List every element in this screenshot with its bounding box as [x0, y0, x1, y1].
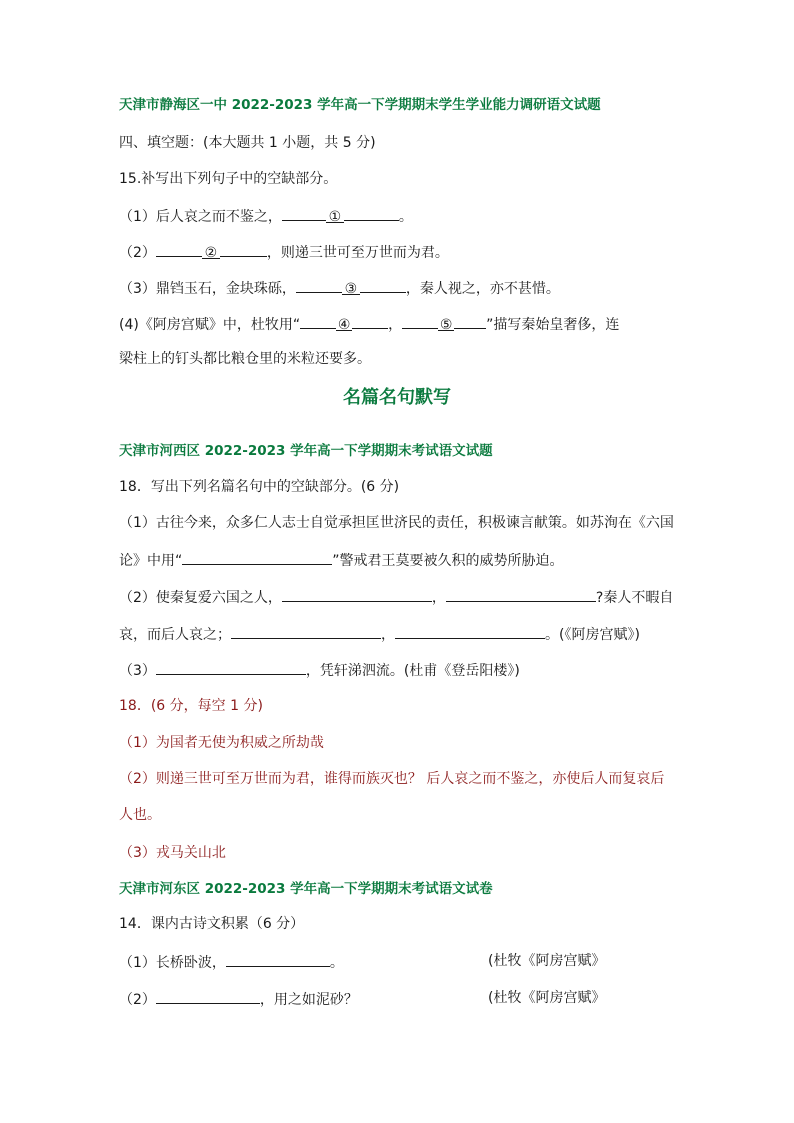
blank: [296, 277, 342, 293]
q18-item-2-cont: [119, 623, 640, 645]
answer-2-cont: 人也。: [119, 807, 161, 823]
blank: [156, 241, 202, 257]
q15-item-4-text: (4)《阿房宫赋》中，杜牧用“: [119, 317, 301, 333]
answer-1: （1）为国者无使为积威之所劫哉: [119, 735, 324, 751]
q15-item-3: [119, 277, 560, 299]
blank: [226, 951, 330, 967]
q18-item-1-cont: [119, 549, 564, 571]
blank-marker: ⑤: [439, 317, 453, 333]
blank: [446, 586, 596, 602]
question-18: 18．写出下列名篇名句中的空缺部分。(6 分): [119, 479, 400, 495]
q15-item-4: [119, 313, 619, 335]
q18-item-1-end: ”警戒君王莫要被久积的威势所胁迫。: [332, 553, 564, 569]
section-title: 名篇名句默写: [343, 387, 451, 408]
question-14: 14．课内古诗文积累（6 分）: [119, 916, 305, 932]
answer-2: （2）则递三世可至万世而为君，谁得而族灭也？ 后人哀之而不鉴之，亦使后人而复哀后: [119, 771, 665, 787]
q15-item-3-text: （3）鼎铛玉石，金块珠砾，: [119, 281, 296, 297]
q18-item-2-cont-text: 哀，而后人哀之；: [119, 627, 231, 643]
blank: [220, 241, 267, 257]
q15-item-1-end: 。: [398, 209, 413, 225]
q15-item-1: [119, 205, 413, 227]
blank: [282, 205, 326, 221]
q18-item-3-text: （3）: [119, 663, 156, 679]
blank: [231, 623, 381, 639]
q18-item-2-text: （2）使秦复爱六国之人，: [119, 590, 282, 606]
blank: [282, 586, 432, 602]
blank-marker: ④: [337, 317, 351, 333]
q15-item-4-end: ”描写秦始皇奢侈，连: [486, 317, 620, 333]
q18-item-3-end: ，凭轩涕泗流。(杜甫《登岳阳楼》): [305, 663, 520, 679]
q14-item-2: [119, 988, 358, 1010]
source-label: 天津市河东区 2022-2023 学年高一下学期期末考试语文试卷: [119, 881, 493, 897]
q18-item-1-text: 论》中用“: [119, 553, 183, 569]
q15-item-4-cont: 梁柱上的钉头都比粮仓里的米粒还要多。: [119, 351, 371, 367]
q14-item-1-source: (杜牧《阿房宫赋》: [488, 953, 606, 969]
q18-item-2: [119, 586, 673, 608]
q18-item-2-end: ?秦人不暇自: [595, 590, 674, 606]
blank: [300, 313, 336, 329]
blank-marker: ③: [342, 279, 360, 295]
q15-item-4-sep: ，: [388, 317, 403, 333]
q15-item-3-end: ，秦人视之，亦不甚惜。: [405, 281, 560, 297]
source-label: 天津市河西区 2022-2023 学年高一下学期期末考试语文试题: [119, 443, 493, 459]
blank-marker: ①: [326, 207, 344, 223]
blank: [454, 313, 486, 329]
q15-item-1-text: （1）后人哀之而不鉴之，: [119, 209, 282, 225]
q14-item-1: [119, 951, 344, 973]
q14-item-2-source: (杜牧《阿房宫赋》: [488, 990, 606, 1006]
blank: [360, 277, 406, 293]
blank: [395, 623, 545, 639]
answer-heading: 18．(6 分，每空 1 分): [119, 698, 263, 714]
question-15: 15.补写出下列句子中的空缺部分。: [119, 171, 338, 187]
blank: [344, 205, 399, 221]
section-heading: 四、填空题：(本大题共 1 小题，共 5 分): [119, 135, 376, 151]
q18-item-3: [119, 659, 520, 681]
q14-item-1-end: 。: [329, 955, 344, 971]
q18-item-1: （1）古往今来，众多仁人志士自觉承担匡世济民的责任，积极谏言献策。如苏洵在《六国: [119, 515, 674, 531]
q18-item-2-cont-end: 。(《阿房宫赋》): [545, 627, 640, 643]
blank-marker: ②: [202, 243, 220, 259]
blank: [402, 313, 438, 329]
source-label: 天津市静海区一中 2022-2023 学年高一下学期期末学生学业能力调研语文试题: [119, 97, 601, 113]
q15-item-2-end: ，则递三世可至万世而为君。: [266, 245, 449, 261]
answer-3: （3）戎马关山北: [119, 845, 226, 861]
blank: [182, 549, 332, 565]
q18-item-2-sep2: ，: [381, 627, 395, 643]
q14-item-1-text: （1）长桥卧波，: [119, 955, 226, 971]
q14-item-2-end: ，用之如泥砂？: [259, 992, 358, 1008]
q14-item-2-text: （2）: [119, 992, 156, 1008]
q15-item-2: [119, 241, 449, 263]
blank: [156, 659, 306, 675]
q15-item-2-text: （2）: [119, 245, 156, 261]
q18-item-2-sep: ，: [431, 590, 446, 606]
blank: [352, 313, 388, 329]
blank: [156, 988, 260, 1004]
